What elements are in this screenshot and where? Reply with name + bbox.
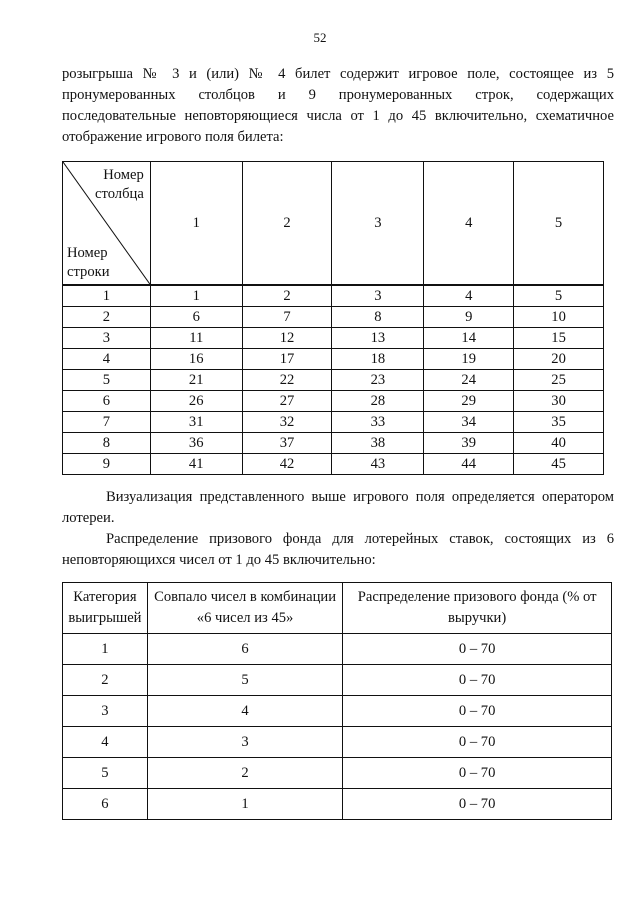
grid-cell: 10 xyxy=(514,307,604,328)
grid-cell: 1 xyxy=(150,285,242,307)
matched-numbers-header: Совпало чисел в комбинации «6 чисел из 45» xyxy=(147,583,342,634)
column-header: 3 xyxy=(332,162,424,286)
grid-cell: 12 xyxy=(242,328,332,349)
grid-row xyxy=(63,433,604,454)
matched-cell: 1 xyxy=(147,789,342,820)
category-cell: 2 xyxy=(63,665,148,696)
prize-fund-table xyxy=(62,582,612,820)
prize-row xyxy=(63,789,612,820)
grid-row xyxy=(63,307,604,328)
category-cell: 6 xyxy=(63,789,148,820)
grid-cell: 2 xyxy=(242,285,332,307)
grid-cell: 36 xyxy=(150,433,242,454)
game-field-table xyxy=(62,161,604,475)
matched-cell: 4 xyxy=(147,696,342,727)
grid-cell: 22 xyxy=(242,370,332,391)
grid-row xyxy=(63,391,604,412)
grid-cell: 21 xyxy=(150,370,242,391)
grid-row xyxy=(63,349,604,370)
prize-row xyxy=(63,665,612,696)
row-label: 3 xyxy=(63,328,151,349)
grid-cell: 14 xyxy=(424,328,514,349)
grid-cell: 26 xyxy=(150,391,242,412)
row-label: 5 xyxy=(63,370,151,391)
distribution-header: Распределение призового фонда (% от выручки) xyxy=(343,583,612,634)
grid-cell: 5 xyxy=(514,285,604,307)
page-number: 52 xyxy=(313,30,327,45)
grid-cell: 16 xyxy=(150,349,242,370)
grid-cell: 7 xyxy=(242,307,332,328)
column-number-label: Номер столбца xyxy=(95,167,144,202)
category-cell: 3 xyxy=(63,696,148,727)
category-cell: 5 xyxy=(63,758,148,789)
grid-cell: 38 xyxy=(332,433,424,454)
distribution-cell: 0 – 70 xyxy=(343,634,612,665)
grid-row xyxy=(63,328,604,349)
row-label: 2 xyxy=(63,307,151,328)
grid-cell: 35 xyxy=(514,412,604,433)
row-label: 7 xyxy=(63,412,151,433)
grid-cell: 24 xyxy=(424,370,514,391)
grid-cell: 18 xyxy=(332,349,424,370)
matched-cell: 6 xyxy=(147,634,342,665)
distribution-cell: 0 – 70 xyxy=(343,727,612,758)
grid-cell: 20 xyxy=(514,349,604,370)
grid-cell: 3 xyxy=(332,285,424,307)
grid-cell: 37 xyxy=(242,433,332,454)
grid-cell: 13 xyxy=(332,328,424,349)
category-header: Категория выигрышей xyxy=(63,583,148,634)
distribution-cell: 0 – 70 xyxy=(343,789,612,820)
row-label: 4 xyxy=(63,349,151,370)
row-label: 1 xyxy=(63,285,151,307)
grid-cell: 19 xyxy=(424,349,514,370)
grid-cell: 23 xyxy=(332,370,424,391)
grid-cell: 44 xyxy=(424,454,514,475)
grid-row xyxy=(63,412,604,433)
grid-cell: 31 xyxy=(150,412,242,433)
grid-cell: 41 xyxy=(150,454,242,475)
prize-row xyxy=(63,696,612,727)
grid-cell: 43 xyxy=(332,454,424,475)
grid-cell: 25 xyxy=(514,370,604,391)
grid-cell: 17 xyxy=(242,349,332,370)
matched-cell: 3 xyxy=(147,727,342,758)
column-header: 5 xyxy=(514,162,604,286)
grid-cell: 40 xyxy=(514,433,604,454)
category-cell: 4 xyxy=(63,727,148,758)
prize-header-row xyxy=(63,583,612,634)
grid-cell: 32 xyxy=(242,412,332,433)
grid-cell: 33 xyxy=(332,412,424,433)
column-header: 4 xyxy=(424,162,514,286)
visualization-paragraph: Визуализация представленного выше игрового поля определяется оператором лотереи. xyxy=(62,489,614,526)
distribution-cell: 0 – 70 xyxy=(343,758,612,789)
prize-row xyxy=(63,727,612,758)
grid-cell: 30 xyxy=(514,391,604,412)
row-label: 6 xyxy=(63,391,151,412)
distribution-cell: 0 – 70 xyxy=(343,696,612,727)
grid-row xyxy=(63,454,604,475)
grid-cell: 42 xyxy=(242,454,332,475)
grid-cell: 11 xyxy=(150,328,242,349)
grid-header-row xyxy=(63,162,604,286)
grid-cell: 8 xyxy=(332,307,424,328)
grid-corner-cell xyxy=(63,162,151,286)
grid-cell: 34 xyxy=(424,412,514,433)
column-header: 2 xyxy=(242,162,332,286)
column-header: 1 xyxy=(150,162,242,286)
grid-cell: 28 xyxy=(332,391,424,412)
distribution-paragraph: Распределение призового фонда для лотерейных ставок, состоящих из 6 неповторяющихся чисел от 1 до 45 включительно: xyxy=(62,531,614,568)
grid-cell: 15 xyxy=(514,328,604,349)
intro-paragraph: розыгрыша № 3 и (или) № 4 билет содержит игровое поле, состоящее из 5 пронумерованных столбцов и 9 пронумерованных строк, содержащих последовательные неповторяющиеся числа от 1 до 45 включительно, схематичное отображение игрового поля билета: xyxy=(62,66,614,145)
row-number-label: Номер строки xyxy=(67,245,110,280)
prize-row xyxy=(63,758,612,789)
grid-row xyxy=(63,285,604,307)
grid-cell: 29 xyxy=(424,391,514,412)
row-label: 8 xyxy=(63,433,151,454)
row-label: 9 xyxy=(63,454,151,475)
matched-cell: 5 xyxy=(147,665,342,696)
grid-row xyxy=(63,370,604,391)
distribution-cell: 0 – 70 xyxy=(343,665,612,696)
grid-cell: 9 xyxy=(424,307,514,328)
category-cell: 1 xyxy=(63,634,148,665)
grid-cell: 6 xyxy=(150,307,242,328)
grid-cell: 27 xyxy=(242,391,332,412)
grid-cell: 4 xyxy=(424,285,514,307)
matched-cell: 2 xyxy=(147,758,342,789)
grid-cell: 45 xyxy=(514,454,604,475)
prize-row xyxy=(63,634,612,665)
grid-cell: 39 xyxy=(424,433,514,454)
